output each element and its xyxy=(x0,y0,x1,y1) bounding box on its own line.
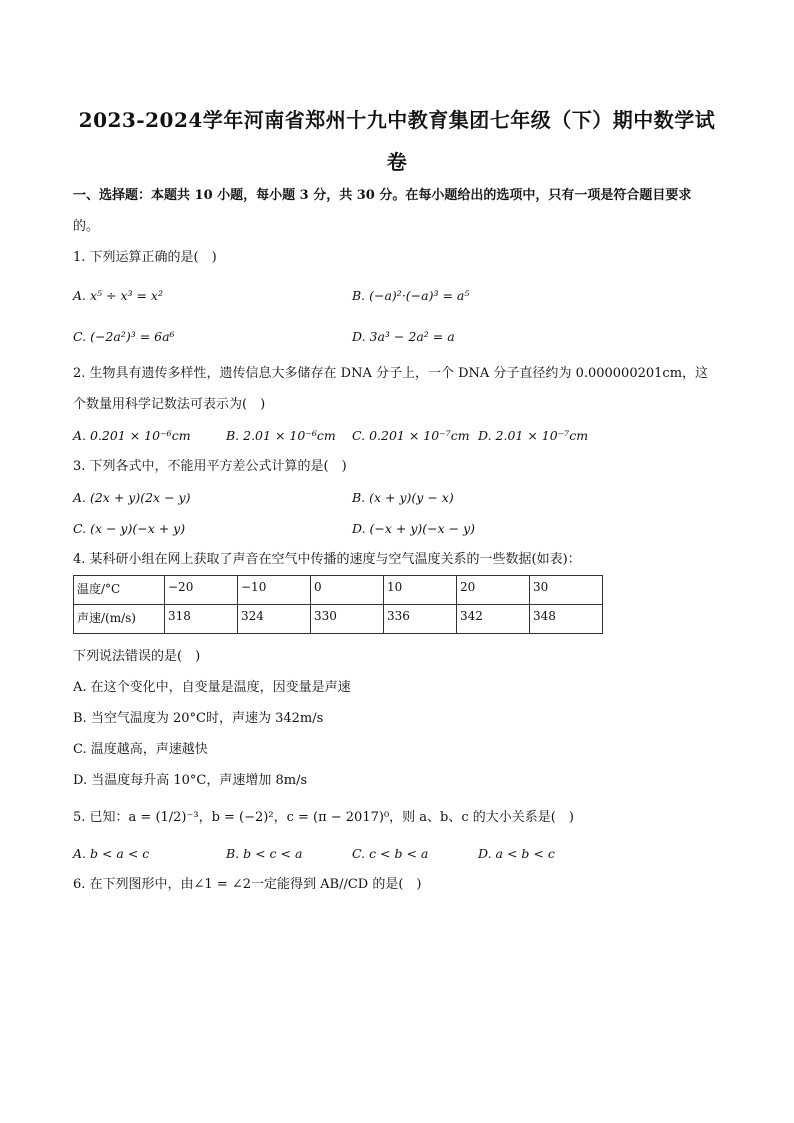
table-cell: 声速/(m/s) xyxy=(74,605,165,634)
table-cell: 318 xyxy=(165,605,238,634)
table-cell: 348 xyxy=(530,605,603,634)
question-4-option-b: B. 当空气温度为 20°C时，声速为 342m/s xyxy=(73,711,324,726)
section-heading-line-2: 的。 xyxy=(73,219,100,234)
table-cell: 20 xyxy=(457,576,530,605)
section-heading-line-1: 一、选择题：本题共 10 小题，每小题 3 分，共 30 分。在每小题给出的选项中，只有一项是符合题目要求 xyxy=(73,188,692,203)
question-3-stem: 3. 下列各式中，不能用平方差公式计算的是( ) xyxy=(73,459,347,474)
question-3-option-b: B. (x + y)(y − x) xyxy=(352,490,454,505)
table-cell: 336 xyxy=(384,605,457,634)
table-cell: 30 xyxy=(530,576,603,605)
question-2-option-c: C. 0.201 × 10⁻⁷cm xyxy=(352,428,470,443)
question-1-option-a: A. x⁵ ÷ x³ = x² xyxy=(73,288,163,303)
table-cell: 10 xyxy=(384,576,457,605)
table-cell: 温度/°C xyxy=(74,576,165,605)
table-cell: −20 xyxy=(165,576,238,605)
question-2-stem-line-1: 2. 生物具有遗传多样性，遗传信息大多储存在 DNA 分子上，一个 DNA 分子直径约为 0.000000201cm，这 xyxy=(73,366,709,381)
temperature-speed-table xyxy=(73,575,603,634)
page-title-line-2: 卷 xyxy=(386,150,408,174)
question-5-option-b: B. b < c < a xyxy=(226,846,303,861)
table-cell: −10 xyxy=(238,576,311,605)
page-title-line-1: 2023-2024学年河南省郑州十九中教育集团七年级（下）期中数学试 xyxy=(78,108,716,132)
question-6-stem: 6. 在下列图形中，由∠1 = ∠2一定能得到 AB//CD 的是( ) xyxy=(73,877,422,892)
question-4-stem: 4. 某科研小组在网上获取了声音在空气中传播的速度与空气温度关系的一些数据(如表)： xyxy=(73,552,581,567)
table-cell: 0 xyxy=(311,576,384,605)
question-5-stem: 5. 已知：a = (1/2)⁻³，b = (−2)²，c = (π − 2017)⁰，则 a、b、c 的大小关系是( ) xyxy=(73,810,574,825)
question-4-option-d: D. 当温度每升高 10°C，声速增加 8m/s xyxy=(73,773,308,788)
question-1-stem: 1. 下列运算正确的是( ) xyxy=(73,250,217,265)
question-5-option-d: D. a < b < c xyxy=(478,846,555,861)
question-2-option-d: D. 2.01 × 10⁻⁷cm xyxy=(478,428,589,443)
question-1-option-d: D. 3a³ − 2a² = a xyxy=(352,329,455,344)
question-3-option-c: C. (x − y)(−x + y) xyxy=(73,521,186,536)
table-row-speed xyxy=(74,605,603,634)
table-cell: 342 xyxy=(457,605,530,634)
question-3-option-a: A. (2x + y)(2x − y) xyxy=(73,490,191,505)
table-row-temperature xyxy=(74,576,603,605)
question-2-option-a: A. 0.201 × 10⁻⁶cm xyxy=(73,428,191,443)
question-2-option-b: B. 2.01 × 10⁻⁶cm xyxy=(226,428,336,443)
table-cell: 330 xyxy=(311,605,384,634)
question-2-stem-line-2: 个数量用科学记数法可表示为( ) xyxy=(73,397,266,412)
question-4-prompt: 下列说法错误的是( ) xyxy=(73,649,201,664)
question-1-option-c: C. (−2a²)³ = 6a⁶ xyxy=(73,329,175,344)
question-4-option-c: C. 温度越高，声速越快 xyxy=(73,742,208,757)
table-cell: 324 xyxy=(238,605,311,634)
question-1-option-b: B. (−a)²·(−a)³ = a⁵ xyxy=(352,288,470,303)
question-4-option-a: A. 在这个变化中，自变量是温度，因变量是声速 xyxy=(73,680,351,695)
question-3-option-d: D. (−x + y)(−x − y) xyxy=(352,521,476,536)
question-5-option-c: C. c < b < a xyxy=(352,846,429,861)
question-5-option-a: A. b < a < c xyxy=(73,846,150,861)
